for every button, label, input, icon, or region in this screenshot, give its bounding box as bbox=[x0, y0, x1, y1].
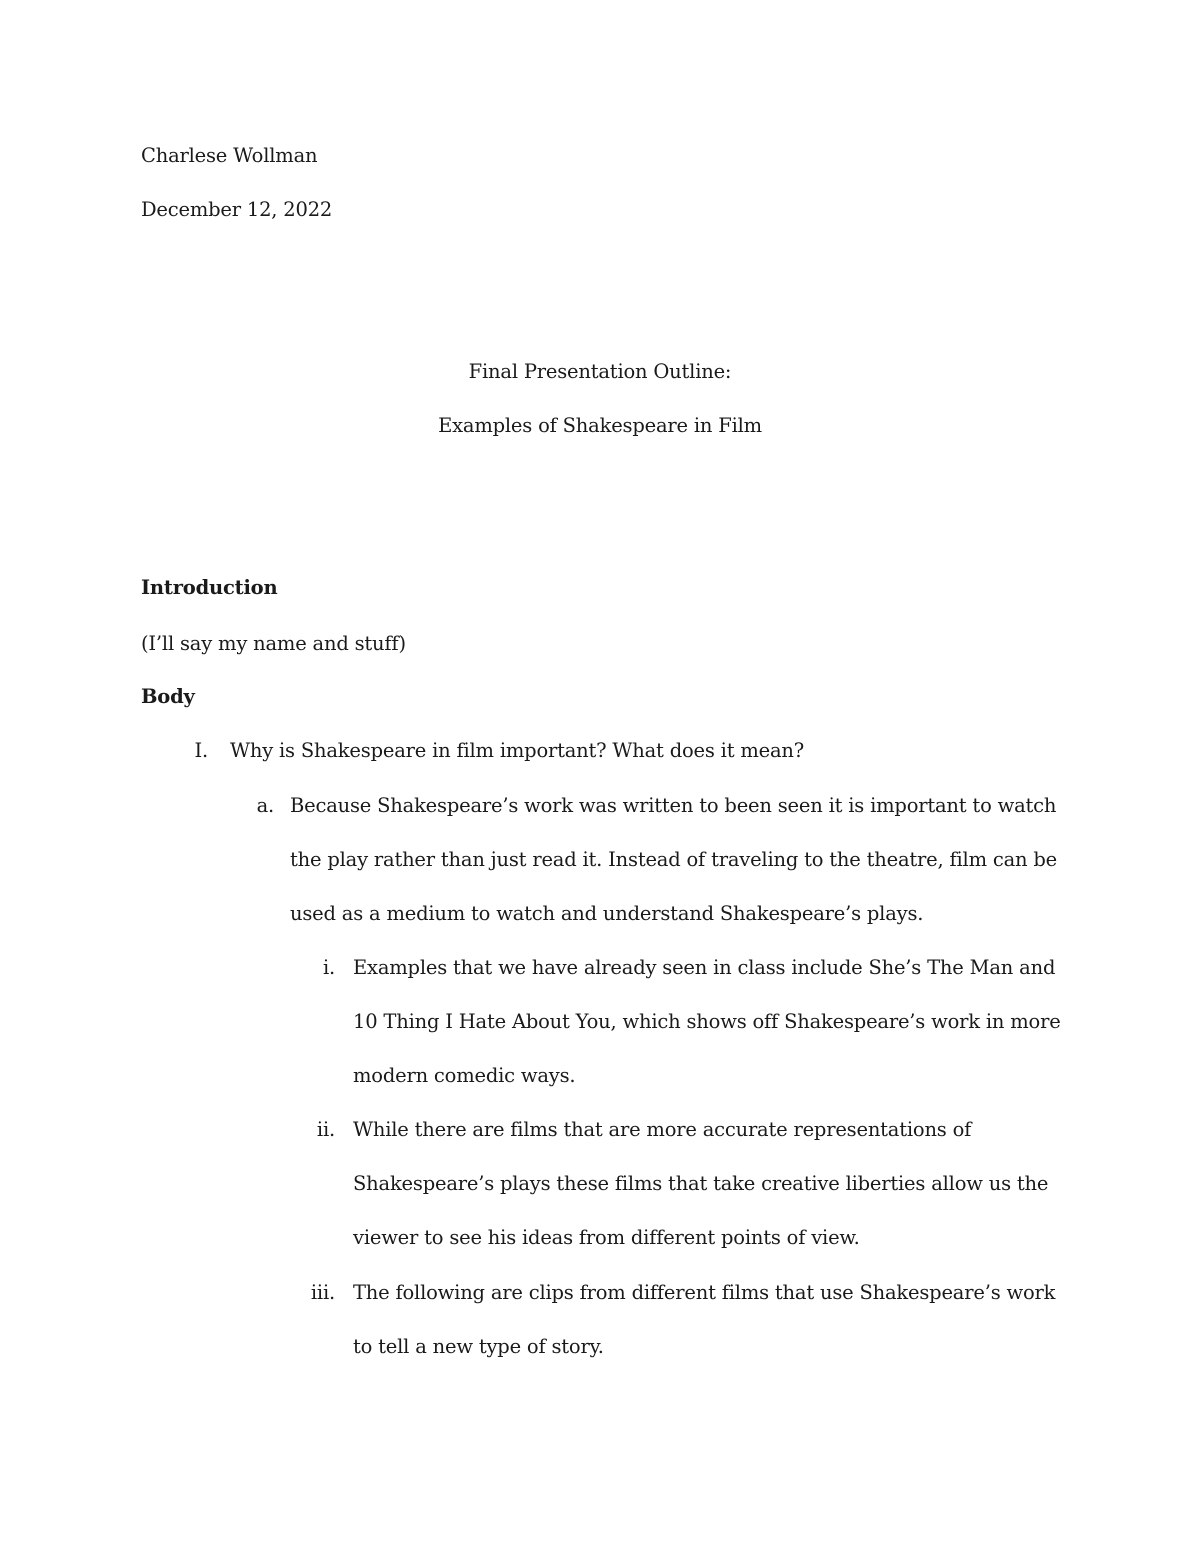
document-subtitle: Examples of Shakespeare in Film bbox=[438, 414, 762, 437]
introduction-text: (I’ll say my name and stuff) bbox=[141, 632, 406, 655]
outline-item-ii-line: While there are films that are more accurate representations of bbox=[353, 1118, 972, 1141]
outline-item-i-line: Examples that we have already seen in class include She’s The Man and bbox=[353, 956, 1056, 979]
author-name: Charlese Wollman bbox=[141, 144, 318, 167]
outline-marker-I: I. bbox=[194, 739, 208, 762]
outline-item-i-line: 10 Thing I Hate About You, which shows off Shakespeare’s work in more bbox=[353, 1010, 1061, 1033]
introduction-heading: Introduction bbox=[141, 576, 278, 599]
outline-item-a-line: used as a medium to watch and understand Shakespeare’s plays. bbox=[290, 902, 924, 925]
document-date: December 12, 2022 bbox=[141, 198, 333, 221]
outline-marker-ii: ii. bbox=[316, 1118, 335, 1141]
body-heading: Body bbox=[141, 685, 195, 708]
outline-item-iii-line: The following are clips from different films that use Shakespeare’s work bbox=[353, 1281, 1056, 1304]
outline-item-i-line: modern comedic ways. bbox=[353, 1064, 576, 1087]
outline-item-a-line: the play rather than just read it. Instead of traveling to the theatre, film can be bbox=[290, 848, 1057, 871]
outline-marker-iii: iii. bbox=[310, 1281, 335, 1304]
outline-item-iii-line: to tell a new type of story. bbox=[353, 1335, 604, 1358]
outline-marker-a: a. bbox=[256, 794, 274, 817]
outline-item-I: Why is Shakespeare in film important? What does it mean? bbox=[230, 739, 805, 762]
document-title: Final Presentation Outline: bbox=[468, 360, 732, 383]
outline-marker-i: i. bbox=[322, 956, 335, 979]
outline-item-ii-line: Shakespeare’s plays these films that take creative liberties allow us the bbox=[353, 1172, 1049, 1195]
outline-item-ii-line: viewer to see his ideas from different points of view. bbox=[353, 1226, 860, 1249]
outline-item-a-line: Because Shakespeare’s work was written to been seen it is important to watch bbox=[290, 794, 1057, 817]
